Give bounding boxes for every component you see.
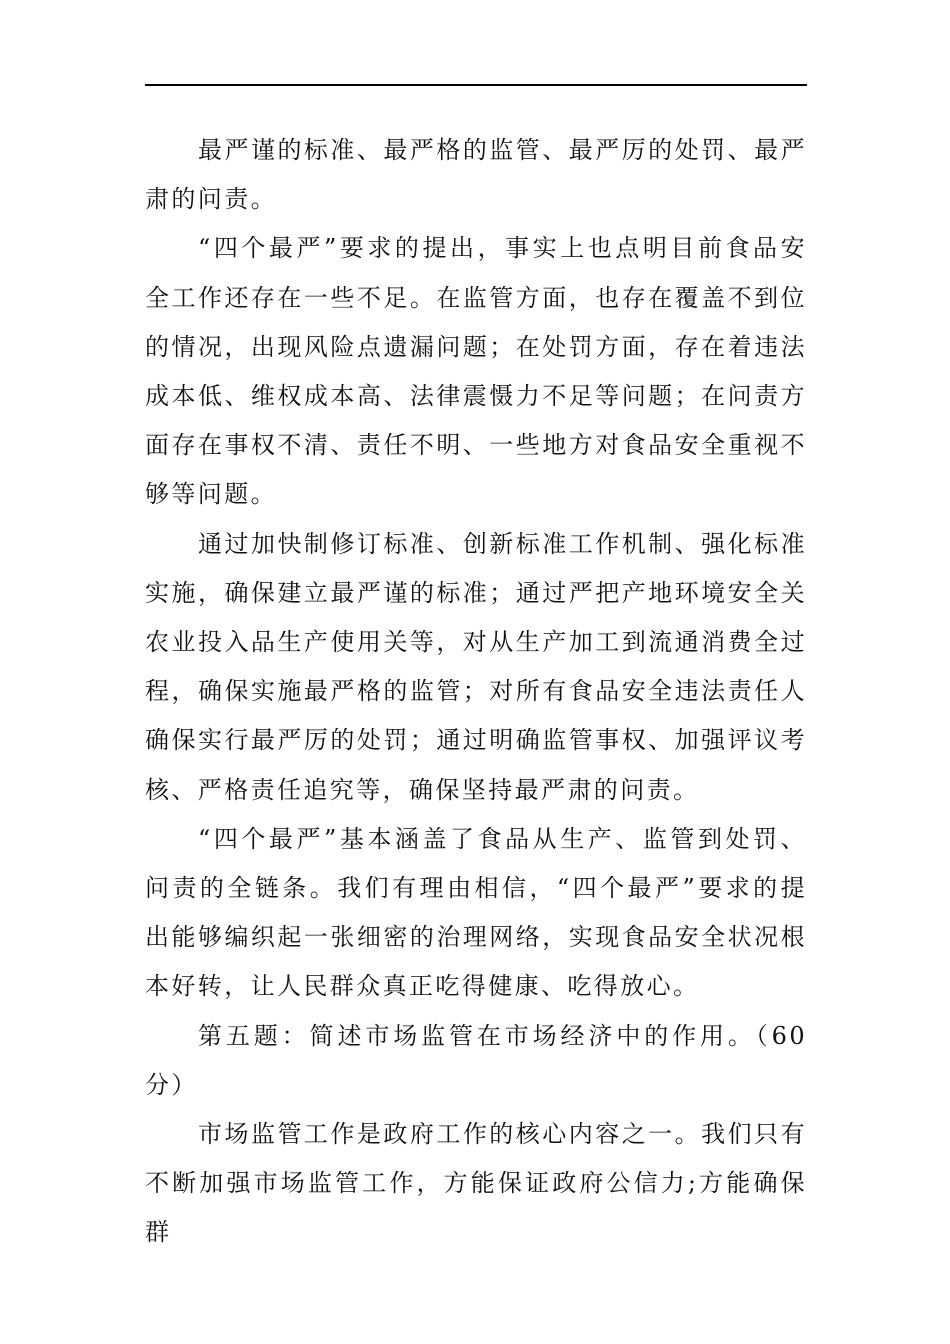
- header-rule: [145, 84, 807, 86]
- paragraph-1: 最严谨的标准、最严格的监管、最严厉的处罚、最严肃的问责。: [145, 136, 807, 214]
- paragraph-2: “四个最严”要求的提出，事实上也点明目前食品安全工作还存在一些不足。在监管方面，也存在覆盖不到位的情况，出现风险点遗漏问题；在处罚方面，存在着违法成本低、维权成本高、法律震慑力不足等问题；在问责方面存在事权不清、责任不明、一些地方对食品安全重视不够等问题。: [145, 234, 807, 509]
- paragraph-6: 市场监管工作是政府工作的核心内容之一。我们只有不断加强市场监管工作，方能保证政府公信力;方能确保群: [145, 1120, 807, 1247]
- document-body: [145, 126, 807, 1258]
- paragraph-4: “四个最严”基本涵盖了食品从生产、监管到处罚、问责的全链条。我们有理由相信，“四个最严”要求的提出能够编织起一张细密的治理网络，实现食品安全状况根本好转，让人民群众真正吃得健康、吃得放心。: [145, 824, 807, 1001]
- question-5-heading: 第五题：简述市场监管在市场经济中的作用。（60分）: [145, 1021, 807, 1099]
- paragraph-3: 通过加快制修订标准、创新标准工作机制、强化标准实施，确保建立最严谨的标准；通过严把产地环境安全关农业投入品生产使用关等，对从生产加工到流通消费全过程，确保实施最严格的监管；对所有食品安全违法责任人确保实行最严厉的处罚；通过明确监管事权、加强评议考核、严格责任追究等，确保坚持最严肃的问责。: [145, 529, 807, 804]
